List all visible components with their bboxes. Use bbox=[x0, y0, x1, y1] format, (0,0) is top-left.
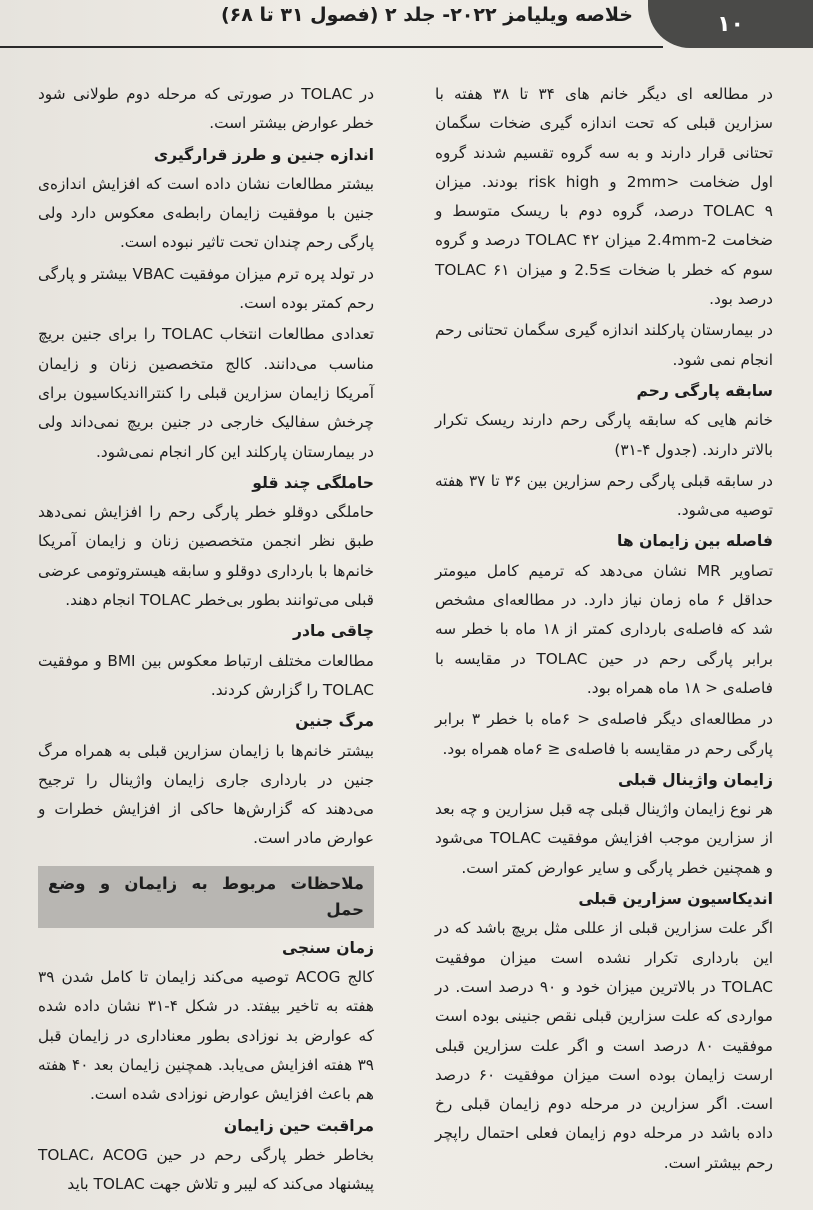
section-heading-fetal-death: مرگ جنین bbox=[295, 712, 374, 731]
page-number-tab bbox=[648, 0, 813, 48]
paragraph: در بیمارستان پارکلند اندازه گیری سگمان تحتانی رحم انجام نمی شود. bbox=[435, 321, 773, 369]
section-heading-uterine-rupture: سابقه پارگی رحم bbox=[636, 381, 773, 400]
header-rule bbox=[0, 46, 663, 48]
right-column bbox=[435, 80, 773, 1180]
paragraph: خانم هایی که سابقه پارگی رحم دارند ریسک تکرار بالاتر دارند. (جدول ۴-۳۱) bbox=[435, 411, 773, 459]
section-heading-multiple-gestation: حاملگی چند قلو bbox=[252, 473, 374, 492]
paragraph: بیشتر مطالعات نشان داده است که افزایش اندازه‌ی جنین با موفقیت زایمان رابطه‌ی معکوس دارد ولی پارگی رحم چندان تحت تاثیر نبوده است. bbox=[38, 174, 374, 252]
section-heading-interval: فاصله بین زایمان ها bbox=[617, 532, 773, 551]
paragraph: در TOLAC در صورتی که مرحله دوم طولانی شود خطر عوارض بیشتر است. bbox=[38, 85, 375, 133]
section-heading-intrapartum-care: مراقبت حین زایمان bbox=[223, 1116, 374, 1135]
paragraph: بخاطر خطر پارگی رحم در حین TOLAC، ACOG پیشنهاد می‌کند که لیبر و تلاش جهت TOLAC باید bbox=[38, 1145, 374, 1194]
left-column bbox=[38, 80, 374, 1201]
paragraph: تصاویر MR نشان می‌دهد که ترمیم کامل میومتر حداقل ۶ ماه زمان نیاز دارد. در مطالعه‌ای مشخص شد که فاصله‌ی بارداری کمتر از ۱۸ ماه با خطر سه برابر پارگی رحم در حین TOLAC در مقایسه با فاصله‌ی < ۱۸ ماه همراه بود. bbox=[435, 561, 773, 697]
paragraph: تعدادی مطالعات انتخاب TOLAC را برای جنین بریچ مناسب می‌دانند. کالج متخصصین زنان و زایمان آمریکا زایمان سزارین قبلی را کنترااندیکاسیون برای چرخش سفالیک خارجی در جنین بریچ نمی‌داند ولی در بیمارستان پارکلند این کار انجام نمی‌شود. bbox=[38, 325, 374, 461]
section-heading-obesity: چاقی مادر bbox=[293, 622, 374, 641]
page-header bbox=[0, 0, 813, 48]
paragraph: اگر علت سزارین قبلی از عللی مثل بریچ باشد که در این بارداری تکرار نشده است میزان موفقیت TOLAC در بالاترین میزان خود و ۹۰ درصد است. در مواردی که علت سزارین قبلی نقص جنینی بوده است موفقیت ۸۰ درصد است و اگر علت سزارین قبلی ارست زایمان بوده است میزان موفقیت ۶۰ درصد است. اگر سزارین در مرحله دوم زایمان قبلی رخ داده باشد در مرحله دوم زایمان فعلی احتمال راپچر رحم بیشتر است. bbox=[435, 919, 773, 1172]
paragraph: در مطالعه‌ای دیگر فاصله‌ی < ۶ماه با خطر ۳ برابر پارگی رحم در مقایسه با فاصله‌ی ≤ ۶ماه همراه بود. bbox=[435, 710, 773, 758]
paragraph: بیشتر خانم‌ها با زایمان سزارین قبلی به همراه مرگ جنین در بارداری جاری زایمان واژینال را ترجیح می‌دهند که گزارش‌ها حاکی از افزایش خطرات و عوارض مادر است. bbox=[38, 741, 374, 848]
running-title: خلاصه ویلیامز ۲۰۲۲- جلد ۲ (فصول ۳۱ تا ۶۸) bbox=[220, 4, 633, 26]
paragraph: در سابقه قبلی پارگی رحم سزارین بین ۳۶ تا ۳۷ هفته توصیه می‌شود. bbox=[435, 471, 773, 520]
section-heading-vaginal-delivery: زایمان واژینال قبلی bbox=[618, 770, 773, 789]
paragraph: هر نوع زایمان واژینال قبلی چه قبل سزارین و چه بعد از سزارین موجب افزایش موفقیت TOLAC می‌شود و همچنین خطر پارگی و سایر عوارض کمتر است. bbox=[435, 800, 773, 877]
section-heading-indication: اندیکاسیون سزارین قبلی bbox=[578, 890, 773, 909]
paragraph: کالج ACOG توصیه می‌کند زایمان تا کامل شدن ۳۹ هفته به تاخیر بیفتد. در شکل ۴-۳۱ نشان داده شده که عوارض بد نوزادی بطور معناداری در زایمان قبل ۳۹ هفته افزایش می‌یابد. همچنین زایمان بعد ۴۰ هفته هم باعث افزایش عوارض نوزادی شده است. bbox=[38, 968, 374, 1104]
boxed-section-heading: ملاحظات مربوط به زایمان و وضع حمل bbox=[38, 866, 374, 928]
section-heading-fetal-size: اندازه جنین و طرز قرارگیری bbox=[153, 145, 374, 164]
paragraph: حاملگی دوقلو خطر پارگی رحم را افزایش نمی‌دهد طبق نظر انجمن متخصصین زنان و زایمان آمریکا خانم‌ها با بارداری دوقلو و سابقه هیستروتومی عرضی قبلی می‌توانند بطور بی‌خطر TOLAC انجام دهند. bbox=[38, 503, 374, 610]
paragraph: مطالعات مختلف ارتباط معکوس بین BMI و موفقیت TOLAC را گزارش کردند. bbox=[38, 651, 374, 699]
section-heading-timing: زمان سنجی bbox=[282, 938, 374, 957]
page-number: ۱۰ bbox=[717, 11, 744, 37]
paragraph: در مطالعه ای دیگر خانم های ۳۴ تا ۳۸ هفته با سزارین قبلی که تحت اندازه گیری ضخات سگمان تحتانی قرار دارند و به سه گروه تقسیم شدند گروه اول ضخامت <2mm و risk high بودند. میزان TOLAC ۹ درصد، گروه دوم با ریسک متوسط و ضخامت 2-2.4mm میزان TOLAC ۴۲ درصد و گروه سوم که خطر با ضخات ≥2.5 و میزان TOLAC ۶۱ درصد بود. bbox=[435, 85, 773, 309]
paragraph: در تولد پره ترم میزان موفقیت VBAC بیشتر و پارگی رحم کمتر بوده است. bbox=[38, 264, 374, 313]
